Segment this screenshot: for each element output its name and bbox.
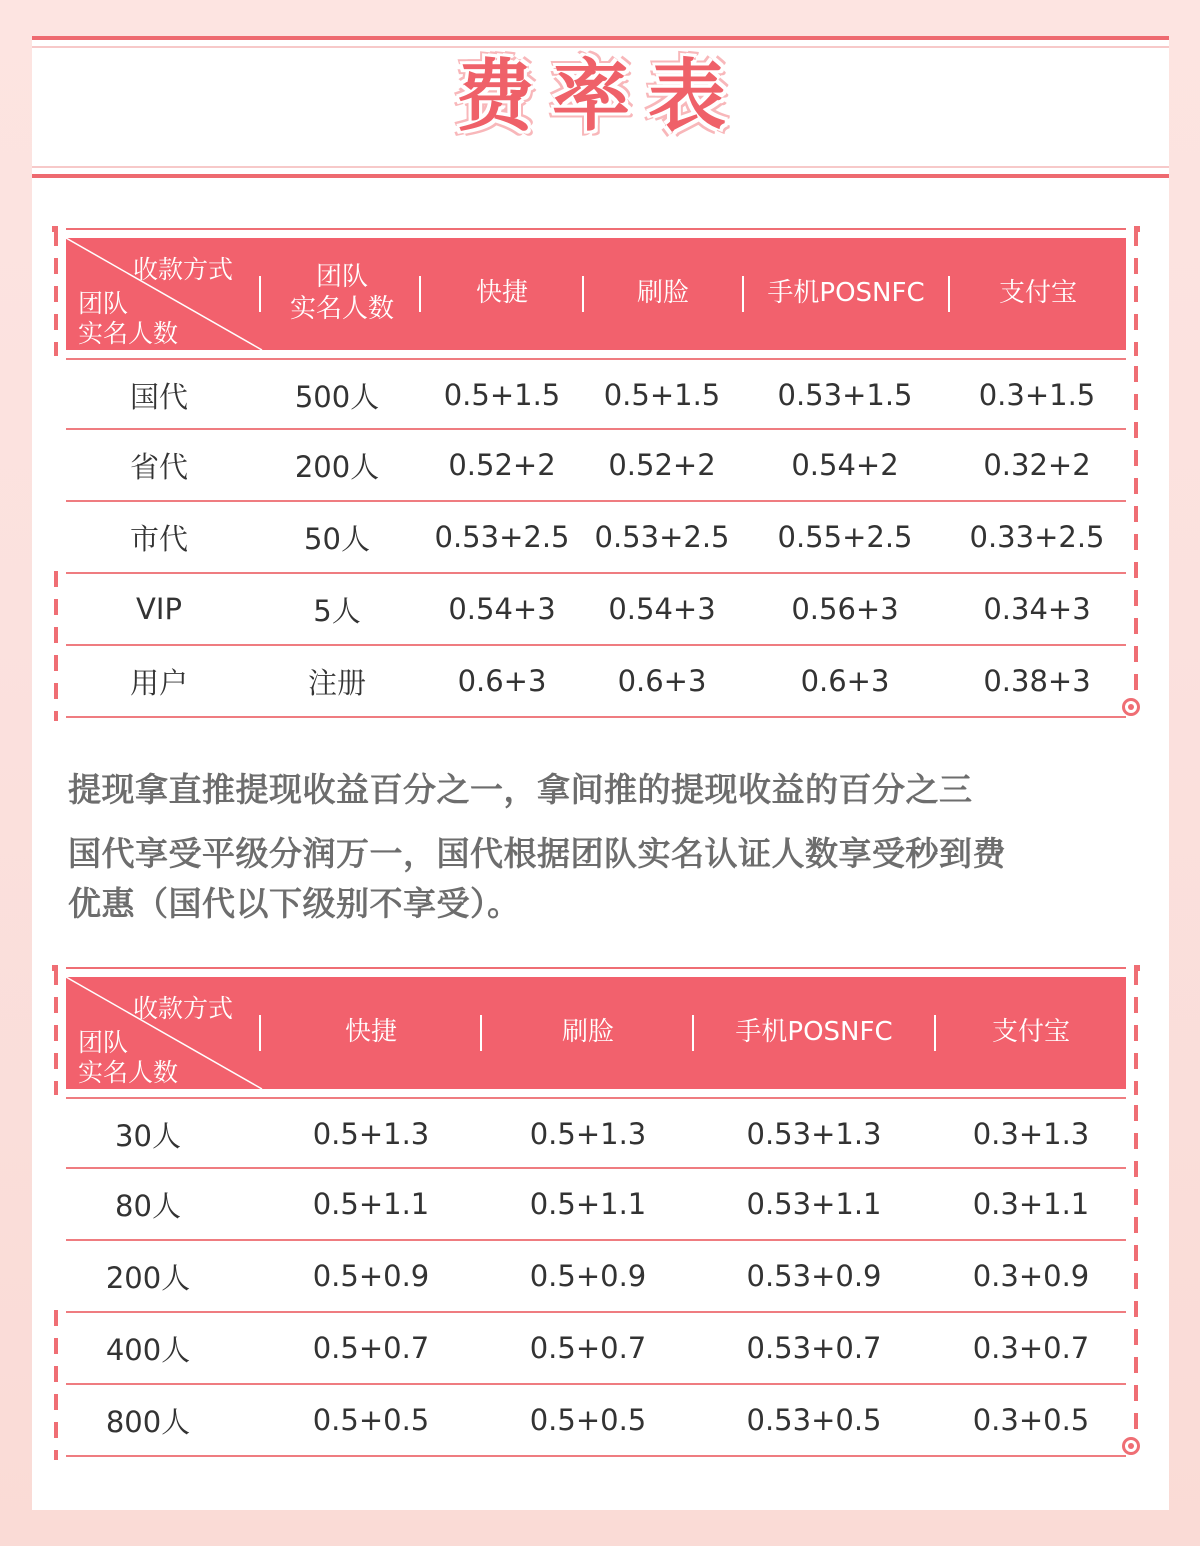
table-cell: 0.38+3 xyxy=(983,664,1091,698)
table-cell: 0.55+2.5 xyxy=(777,520,913,554)
frame-side xyxy=(1134,1105,1138,1435)
frame-side xyxy=(1134,969,1138,1095)
table-row xyxy=(66,646,1126,718)
table-cell: 0.6+3 xyxy=(457,664,547,698)
table-cell: 0.3+1.1 xyxy=(972,1187,1090,1221)
table-cell: 30人 xyxy=(115,1118,181,1153)
table-cell: 0.54+3 xyxy=(608,592,716,626)
frame-side xyxy=(54,571,58,721)
header-facepay: 刷脸 xyxy=(636,278,689,309)
header-realname-count: 实名人数 xyxy=(78,1058,179,1087)
table-cell: 0.5+0.9 xyxy=(529,1259,647,1293)
note-line-3: 优惠（国代以下级别不享受）。 xyxy=(68,884,521,923)
header-pos-nfc: 手机POSNFC xyxy=(767,278,925,309)
table-row xyxy=(66,1385,1126,1457)
table-row xyxy=(66,1169,1126,1241)
note-line-1: 提现拿直推提现收益百分之一，拿间推的提现收益的百分之三 xyxy=(68,770,973,809)
table-cell: 0.33+2.5 xyxy=(969,520,1105,554)
table-cell: 0.5+0.7 xyxy=(312,1331,430,1365)
table-cell: 0.34+3 xyxy=(983,592,1091,626)
header-team: 团队 xyxy=(78,289,129,318)
table-cell: 0.53+2.5 xyxy=(434,520,570,554)
header-quickpay: 快捷 xyxy=(344,1017,397,1048)
table-cell: 0.56+3 xyxy=(791,592,899,626)
header-alipay: 支付宝 xyxy=(998,278,1077,309)
table-cell: 0.6+3 xyxy=(617,664,707,698)
table-cell: 国代 xyxy=(129,379,188,414)
table-cell: 0.3+1.5 xyxy=(978,378,1096,412)
table-cell: 0.6+3 xyxy=(800,664,890,698)
rate-table-2 xyxy=(52,965,1140,1461)
table-cell: 0.53+0.9 xyxy=(746,1259,882,1293)
table-cell: 0.52+2 xyxy=(448,448,556,482)
table-cell: 0.5+1.1 xyxy=(529,1187,647,1221)
table-cell: 0.53+0.7 xyxy=(746,1331,882,1365)
table-cell: 0.5+1.1 xyxy=(312,1187,430,1221)
table-cell: 200人 xyxy=(105,1260,191,1295)
table-row xyxy=(66,1313,1126,1385)
table-cell: 0.5+0.7 xyxy=(529,1331,647,1365)
frame-side xyxy=(1134,366,1138,696)
header-facepay: 刷脸 xyxy=(561,1017,614,1048)
rate-table-1 xyxy=(52,226,1140,722)
frame-side xyxy=(54,230,58,356)
table-cell: 0.5+0.5 xyxy=(312,1403,430,1437)
header-team: 团队 xyxy=(78,1028,129,1057)
table-cell: 0.54+3 xyxy=(448,592,556,626)
table-row xyxy=(66,1097,1126,1169)
frame-top xyxy=(66,228,1126,230)
table-cell: 0.5+1.3 xyxy=(529,1117,647,1151)
table-row xyxy=(66,430,1126,502)
header-separator xyxy=(259,276,261,312)
frame-side xyxy=(54,969,58,1095)
header-pos-nfc: 手机POSNFC xyxy=(735,1017,893,1048)
table-cell: 500人 xyxy=(294,379,380,414)
header-payment-method: 收款方式 xyxy=(133,994,234,1023)
table-cell: 市代 xyxy=(129,521,188,556)
table-row xyxy=(66,358,1126,430)
header-payment-method: 收款方式 xyxy=(133,255,234,284)
table-cell: 800人 xyxy=(105,1404,191,1439)
table-cell: 50人 xyxy=(304,521,370,556)
table-cell: 400人 xyxy=(105,1332,191,1367)
table-cell: 0.53+1.1 xyxy=(746,1187,882,1221)
table-cell: 0.3+0.9 xyxy=(972,1259,1090,1293)
table-cell: 0.5+0.5 xyxy=(529,1403,647,1437)
table-cell: VIP xyxy=(136,592,182,626)
table-cell: 0.3+0.7 xyxy=(972,1331,1090,1365)
header-team-realname: 团队 实名人数 xyxy=(289,262,394,324)
table-cell: 用户 xyxy=(129,665,188,700)
header-quickpay: 快捷 xyxy=(475,278,528,309)
table-cell: 0.53+1.5 xyxy=(777,378,913,412)
table-cell: 0.5+1.5 xyxy=(443,378,561,412)
frame-top xyxy=(66,967,1126,969)
table-row xyxy=(66,502,1126,574)
table-cell: 80人 xyxy=(115,1188,181,1223)
frame-side xyxy=(54,1310,58,1460)
table-cell: 5人 xyxy=(313,593,361,628)
table-cell: 0.3+1.3 xyxy=(972,1117,1090,1151)
table-row xyxy=(66,574,1126,646)
frame-side xyxy=(1134,230,1138,356)
table-cell: 0.54+2 xyxy=(791,448,899,482)
table-row xyxy=(66,1241,1126,1313)
table-cell: 0.32+2 xyxy=(983,448,1091,482)
table-cell: 200人 xyxy=(294,449,380,484)
table-cell: 0.5+0.9 xyxy=(312,1259,430,1293)
table-cell: 0.53+0.5 xyxy=(746,1403,882,1437)
page-title: 费率表 xyxy=(455,52,744,142)
table-cell: 0.53+2.5 xyxy=(594,520,730,554)
header-separator xyxy=(419,276,421,312)
header-alipay: 支付宝 xyxy=(991,1017,1070,1048)
table-cell: 0.52+2 xyxy=(608,448,716,482)
table-header xyxy=(66,977,1126,1089)
table-cell: 注册 xyxy=(307,665,366,700)
table-cell: 省代 xyxy=(129,449,188,484)
table-header xyxy=(66,238,1126,350)
note-line-2: 国代享受平级分润万一，国代根据团队实名认证人数享受秒到费 xyxy=(68,834,1006,873)
table-cell: 0.53+1.3 xyxy=(746,1117,882,1151)
table-cell: 0.3+0.5 xyxy=(972,1403,1090,1437)
header-separator xyxy=(259,1015,261,1051)
table-cell: 0.5+1.3 xyxy=(312,1117,430,1151)
table-cell: 0.5+1.5 xyxy=(603,378,721,412)
header-realname-count: 实名人数 xyxy=(78,319,179,348)
